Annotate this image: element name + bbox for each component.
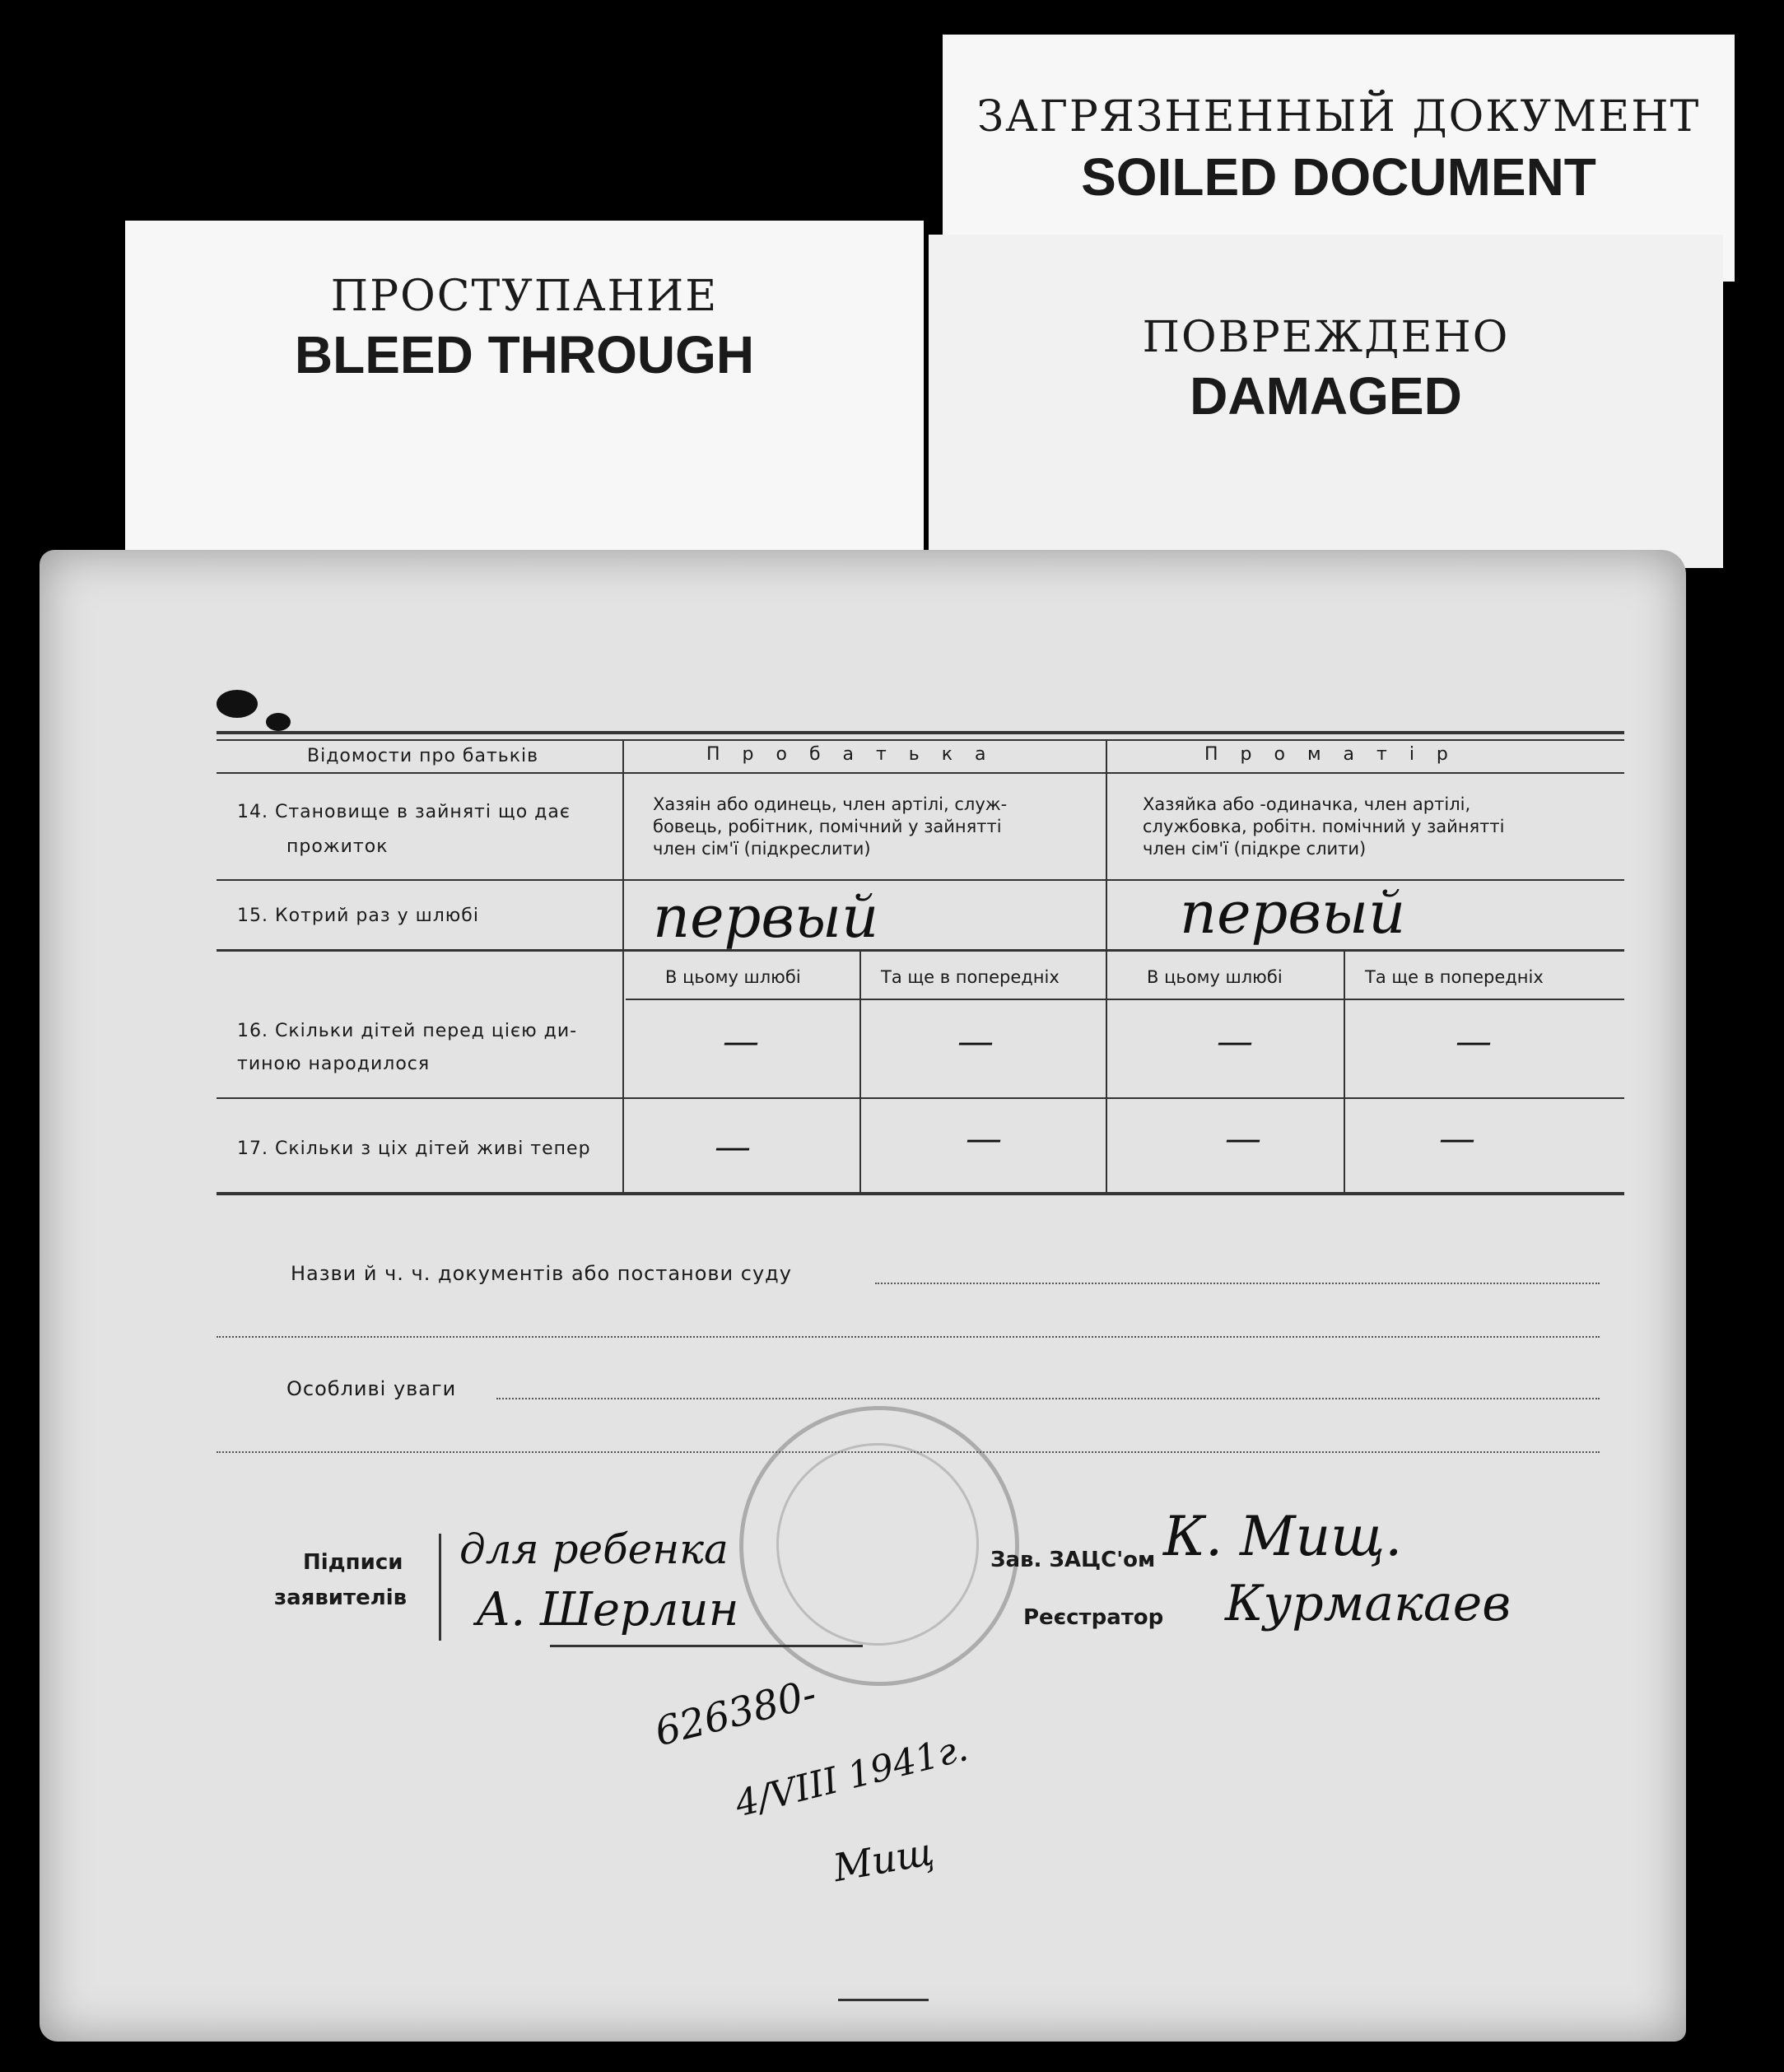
row15-mother-value: первый — [1180, 879, 1406, 947]
father-this-marriage: В цьому шлюбі — [665, 967, 801, 987]
row16-value: — — [723, 1021, 759, 1063]
row14-father-line1: Хазяін або одинець, член артілі, служ- — [653, 794, 1008, 814]
father-header: П р о б а т ь к а — [706, 744, 994, 765]
bleed-through-ru: ПРОСТУПАНИЕ — [330, 272, 719, 321]
ink-blot — [266, 713, 291, 731]
bleed-through-en: BLEED THROUGH — [294, 325, 755, 384]
registrar-signature: Курмакаев — [1225, 1575, 1512, 1632]
row16-value: — — [957, 1021, 994, 1063]
head-label: Зав. ЗАЦС'ом — [990, 1548, 1156, 1572]
parents-header: Відомости про батьків — [307, 746, 539, 766]
damaged-ru: ПОВРЕЖДЕНО — [1142, 313, 1510, 362]
row16-label-cont: тиною народилося — [237, 1054, 431, 1074]
row15-father-value: первый — [653, 883, 879, 951]
applicants-label: Підписи — [303, 1550, 403, 1575]
row16-value: — — [1456, 1021, 1492, 1063]
row16-value: — — [1217, 1021, 1253, 1063]
row17-value: — — [715, 1126, 751, 1168]
row17-label: 17. Скільки з ціх дітей живі тепер — [237, 1138, 591, 1159]
mother-this-marriage: В цьому шлюбі — [1147, 967, 1283, 987]
official-stamp — [739, 1406, 1019, 1686]
note-signature: Мищ — [830, 1828, 938, 1891]
documents-label: Назви й ч. ч. документів або постанови суду — [291, 1262, 792, 1285]
row14-mother-line1: Хазяйка або -одиначка, член артілі, — [1143, 794, 1471, 814]
row16-label: 16. Скільки дітей перед цією ди- — [237, 1021, 578, 1041]
row14-mother-line2: службовка, робітн. помічний у зайнятті — [1143, 817, 1505, 836]
registrar-label: Реєстратор — [1023, 1605, 1164, 1630]
row17-value: — — [966, 1118, 1002, 1160]
ink-blot — [217, 690, 258, 718]
row14-label-cont: прожиток — [286, 836, 389, 857]
note-number: 626380- — [650, 1670, 822, 1756]
row14-mother-line3: член сім'ї (підкре слити) — [1143, 839, 1367, 859]
document-sheet — [40, 550, 1686, 2042]
soiled-document-ru: ЗАГРЯЗНЕННЫЙ ДОКУМЕНТ — [976, 92, 1701, 142]
remarks-label: Особливі уваги — [286, 1377, 457, 1400]
father-previous: Та ще в попередніх — [881, 967, 1060, 987]
applicants-label-cont: заявителів — [274, 1585, 408, 1610]
row17-value: — — [1439, 1118, 1475, 1160]
row17-value: — — [1225, 1118, 1261, 1160]
row14-father-line3: член сім'ї (підкреслити) — [653, 839, 871, 859]
applicant-signature: А. Шерлин — [476, 1583, 739, 1637]
soiled-document-en: SOILED DOCUMENT — [1081, 147, 1596, 207]
mother-previous: Та ще в попередніх — [1365, 967, 1544, 987]
row15-label: 15. Котрий раз у шлюбі — [237, 906, 479, 926]
note-date: 4/VIII 1941г. — [731, 1727, 972, 1826]
head-signature: К. Мищ. — [1163, 1505, 1403, 1568]
damaged-en: DAMAGED — [1190, 366, 1462, 426]
row14-father-line2: бовець, робітник, помічний у зайнятті — [653, 817, 1002, 836]
applicant-note: для ребенка — [459, 1525, 729, 1573]
mother-header: П р о м а т і р — [1204, 744, 1456, 765]
bleed-through-label — [125, 221, 924, 566]
row14-label: 14. Становище в зайняті що дає — [237, 802, 571, 822]
damaged-label — [929, 235, 1723, 568]
